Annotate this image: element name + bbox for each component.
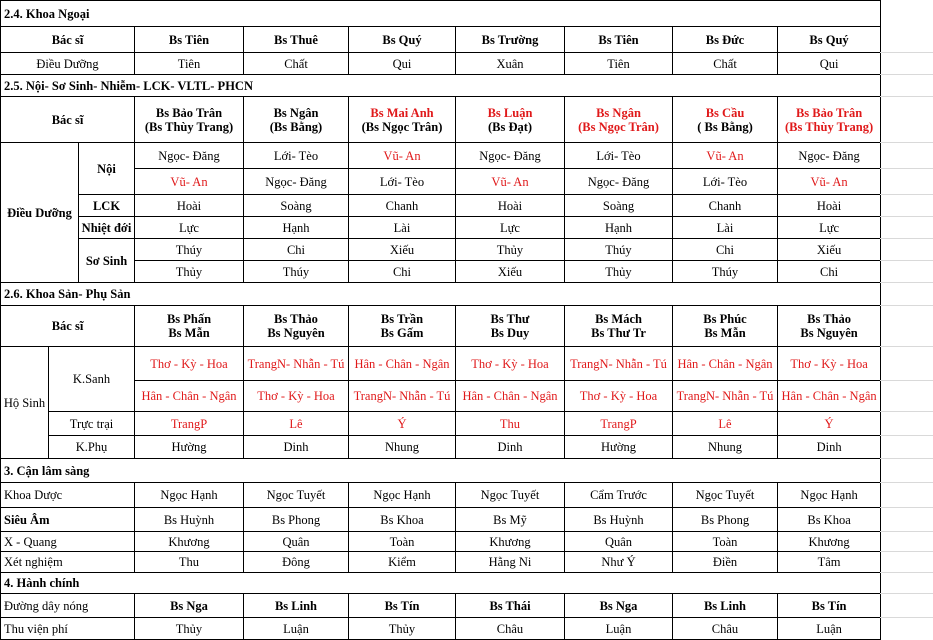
nurse-cell: Xiếu: [456, 261, 565, 283]
table-row: [1, 97, 881, 143]
doctor-name-2: Bs Thư Tr: [591, 326, 646, 340]
gridline: [880, 380, 933, 381]
gridline: [880, 305, 933, 306]
doctor-name: Bs Phúc: [703, 312, 747, 326]
doctor-name-2: Bs Nguyên: [267, 326, 325, 340]
table-row: [1, 143, 881, 169]
section-title: 3. Cận lâm sàng: [1, 459, 881, 483]
nurse-cell: Hạnh: [244, 217, 349, 239]
doctor-cell: [565, 306, 673, 347]
staff-cell: Như Ý: [565, 552, 673, 573]
staff-cell: Bs Nga: [565, 594, 673, 618]
nurse-cell: Lài: [673, 217, 778, 239]
staff-cell: Cẩm Trước: [565, 483, 673, 508]
staff-cell: Đông: [244, 552, 349, 573]
nurse-cell: Hoài: [456, 195, 565, 217]
staff-cell: Bs Nga: [135, 594, 244, 618]
midwife-cell: Hân - Chân - Ngân: [778, 381, 881, 412]
row-label: Bác sĩ: [1, 306, 135, 347]
nurse-cell: Chất: [673, 53, 778, 75]
nurse-cell: Chi: [349, 261, 456, 283]
midwife-cell: TrangP: [135, 412, 244, 436]
staff-cell: Bs Linh: [673, 594, 778, 618]
midwife-cell: Nhung: [673, 436, 778, 459]
nurse-cell: Chi: [778, 261, 881, 283]
nurse-cell: Chanh: [673, 195, 778, 217]
doctor-cell: [673, 97, 778, 143]
nurse-cell: Qui: [778, 53, 881, 75]
doctor-name: Bs Phấn: [166, 312, 212, 326]
table-row: [1, 217, 881, 239]
doctor-name: Bs Cầu: [705, 105, 745, 120]
nurse-cell: Chất: [244, 53, 349, 75]
row-sublabel: K.Phụ: [49, 436, 135, 459]
gridline: [880, 593, 933, 594]
row-sublabel: Nhiệt đới: [79, 217, 135, 239]
staff-cell: Thủy: [349, 618, 456, 640]
section-header-row: [1, 283, 881, 306]
nurse-cell: Ngọc- Đăng: [244, 169, 349, 195]
staff-cell: Khương: [778, 532, 881, 552]
doctor-name: Bs Ngân: [596, 105, 641, 120]
midwife-cell: Hường: [135, 436, 244, 459]
staff-cell: Khương: [456, 532, 565, 552]
nurse-cell: Thủy: [135, 261, 244, 283]
section-header-row: [1, 1, 881, 27]
nurse-cell: Thủy: [456, 239, 565, 261]
gridline: [880, 52, 933, 53]
row-sublabel: Nội: [79, 143, 135, 195]
row-sublabel: Sơ Sinh: [79, 239, 135, 283]
midwife-cell: TrangP: [565, 412, 673, 436]
midwife-cell: TrangN- Nhẫn - Tú: [673, 381, 778, 412]
gridline: [880, 551, 933, 552]
section-title: 2.5. Nội- Sơ Sinh- Nhiễm- LCK- VLTL- PHCN: [1, 75, 881, 97]
nurse-cell: Lới- Tèo: [673, 169, 778, 195]
staff-cell: Bs Tín: [778, 594, 881, 618]
nurse-cell: Thủy: [565, 261, 673, 283]
table-row: [1, 412, 881, 436]
nurse-cell: Ngọc- Đăng: [456, 143, 565, 169]
doctor-substitute: ( Bs Bằng): [697, 119, 753, 134]
row-label: Thu viện phí: [1, 618, 135, 640]
staff-cell: Điền: [673, 552, 778, 573]
gridline: [880, 194, 933, 195]
staff-cell: Ngọc Tuyết: [244, 483, 349, 508]
doctor-cell: Bs Thuê: [244, 27, 349, 53]
nurse-cell: Lực: [456, 217, 565, 239]
row-label: Đường dây nóng: [1, 594, 135, 618]
midwife-cell: Thu: [456, 412, 565, 436]
doctor-name: Bs Mách: [595, 312, 642, 326]
gridline: [880, 617, 933, 618]
staff-cell: Thủy: [135, 618, 244, 640]
doctor-name: Bs Trần: [380, 312, 424, 326]
staff-cell: Quân: [244, 532, 349, 552]
doctor-cell: [349, 97, 456, 143]
staff-cell: Luận: [778, 618, 881, 640]
gridline: [880, 216, 933, 217]
row-sublabel: K.Sanh: [49, 347, 135, 412]
midwife-cell: Dinh: [244, 436, 349, 459]
nurse-cell: Lới- Tèo: [565, 143, 673, 169]
midwife-cell: Hân - Chân - Ngân: [456, 381, 565, 412]
nurse-cell: Chi: [673, 239, 778, 261]
nurse-cell: Thúy: [135, 239, 244, 261]
midwife-cell: Hân - Chân - Ngân: [349, 347, 456, 381]
midwife-cell: Hường: [565, 436, 673, 459]
nurse-cell: Vũ- An: [349, 143, 456, 169]
nurse-cell: Xuân: [456, 53, 565, 75]
row-label: Hộ Sinh: [1, 347, 49, 459]
midwife-cell: Hân - Chân - Ngân: [673, 347, 778, 381]
doctor-cell: [456, 97, 565, 143]
table-row: [1, 195, 881, 217]
section-header-row: [1, 459, 881, 483]
doctor-cell: Bs Quý: [778, 27, 881, 53]
doctor-cell: [778, 97, 881, 143]
doctor-cell: [456, 306, 565, 347]
staff-cell: Luận: [244, 618, 349, 640]
nurse-cell: Thúy: [673, 261, 778, 283]
nurse-cell: Ngọc- Đăng: [565, 169, 673, 195]
row-label: Điều Dưỡng: [1, 53, 135, 75]
row-label: Khoa Dược: [1, 483, 135, 508]
doctor-name: Bs Bảo Trân: [795, 105, 863, 120]
nurse-cell: Lới- Tèo: [244, 143, 349, 169]
nurse-cell: Lài: [349, 217, 456, 239]
nurse-cell: Hạnh: [565, 217, 673, 239]
table-row: [1, 594, 881, 618]
row-sublabel: Trực trại: [49, 412, 135, 436]
doctor-name-2: Bs Mẫn: [704, 326, 746, 340]
staff-cell: Khương: [135, 532, 244, 552]
midwife-cell: TrangN- Nhẫn - Tú: [349, 381, 456, 412]
nurse-cell: Lực: [778, 217, 881, 239]
staff-cell: Thu: [135, 552, 244, 573]
gridline: [880, 282, 933, 283]
doctor-cell: Bs Tiên: [565, 27, 673, 53]
doctor-substitute: (Bs Ngọc Trân): [578, 119, 659, 134]
doctor-substitute: (Bs Thùy Trang): [144, 119, 234, 134]
midwife-cell: TrangN- Nhẫn - Tú: [565, 347, 673, 381]
doctor-name-2: Bs Nguyên: [800, 326, 858, 340]
nurse-cell: Chanh: [349, 195, 456, 217]
nurse-cell: Hoài: [778, 195, 881, 217]
staff-cell: Bs Tín: [349, 594, 456, 618]
staff-cell: Châu: [673, 618, 778, 640]
gridline: [880, 238, 933, 239]
staff-cell: Bs Phong: [673, 508, 778, 532]
gridline: [880, 411, 933, 412]
row-label: Siêu Âm: [1, 508, 135, 532]
doctor-substitute: (Bs Bằng): [269, 119, 323, 134]
gridline: [880, 260, 933, 261]
staff-cell: Luận: [565, 618, 673, 640]
table-row: [1, 618, 881, 640]
staff-cell: Ngọc Hạnh: [778, 483, 881, 508]
staff-cell: Bs Huỳnh: [565, 508, 673, 532]
midwife-cell: Thơ - Kỳ - Hoa: [135, 347, 244, 381]
staff-cell: Bs Huỳnh: [135, 508, 244, 532]
nurse-cell: Vũ- An: [673, 143, 778, 169]
row-label: Bác sĩ: [1, 27, 135, 53]
nurse-cell: Ngọc- Đăng: [778, 143, 881, 169]
gridline: [880, 346, 933, 347]
midwife-cell: Lê: [244, 412, 349, 436]
section-title: 2.4. Khoa Ngoại: [1, 1, 881, 27]
section-title: 2.6. Khoa Sản- Phụ Sản: [1, 283, 881, 306]
staff-cell: Bs Linh: [244, 594, 349, 618]
nurse-cell: Soàng: [565, 195, 673, 217]
doctor-cell: [565, 97, 673, 143]
staff-cell: Ngọc Hạnh: [135, 483, 244, 508]
midwife-cell: Hân - Chân - Ngân: [135, 381, 244, 412]
staff-cell: Quân: [565, 532, 673, 552]
gridline: [880, 482, 933, 483]
staff-cell: Ngọc Hạnh: [349, 483, 456, 508]
nurse-cell: Vũ- An: [778, 169, 881, 195]
table-row: [1, 306, 881, 347]
staff-cell: Hằng Ni: [456, 552, 565, 573]
staff-cell: Toàn: [673, 532, 778, 552]
doctor-cell: [778, 306, 881, 347]
staff-cell: Ngọc Tuyết: [673, 483, 778, 508]
doctor-cell: Bs Quý: [349, 27, 456, 53]
doctor-cell: [244, 306, 349, 347]
midwife-cell: Ý: [778, 412, 881, 436]
nurse-cell: Chi: [244, 239, 349, 261]
nurse-cell: Thúy: [244, 261, 349, 283]
nurse-cell: Vũ- An: [135, 169, 244, 195]
nurse-cell: Xiếu: [349, 239, 456, 261]
doctor-substitute: (Bs Thùy Trang): [784, 119, 874, 134]
doctor-cell: [349, 306, 456, 347]
doctor-name: Bs Mai Anh: [370, 105, 434, 120]
doctor-cell: [135, 97, 244, 143]
doctor-cell: Bs Đức: [673, 27, 778, 53]
staff-cell: Châu: [456, 618, 565, 640]
doctor-substitute: (Bs Ngọc Trân): [361, 119, 443, 134]
midwife-cell: Thơ - Kỳ - Hoa: [565, 381, 673, 412]
table-row: [1, 27, 881, 53]
row-label: Điều Dưỡng: [1, 143, 79, 283]
doctor-name: Bs Luận: [487, 105, 533, 120]
section-header-row: [1, 573, 881, 594]
midwife-cell: TrangN- Nhẫn - Tú: [244, 347, 349, 381]
doctor-name: Bs Thảo: [274, 312, 318, 326]
row-sublabel: LCK: [79, 195, 135, 217]
gridline: [880, 458, 933, 459]
staff-cell: Tâm: [778, 552, 881, 573]
staff-cell: Toàn: [349, 532, 456, 552]
gridline: [880, 572, 933, 573]
midwife-cell: Thơ - Kỳ - Hoa: [244, 381, 349, 412]
gridline: [880, 531, 933, 532]
nurse-cell: Vũ- An: [456, 169, 565, 195]
midwife-cell: Thơ - Kỳ - Hoa: [456, 347, 565, 381]
doctor-name-2: Bs Duy: [490, 326, 530, 340]
row-label: X - Quang: [1, 532, 135, 552]
row-label: Bác sĩ: [1, 97, 135, 143]
doctor-name: Bs Thư: [490, 312, 530, 326]
table-row: [1, 347, 881, 381]
nurse-cell: Hoài: [135, 195, 244, 217]
doctor-name-2: Bs Mẫn: [168, 326, 210, 340]
table-row: [1, 53, 881, 75]
table-row: [1, 483, 881, 508]
midwife-cell: Thơ - Kỳ - Hoa: [778, 347, 881, 381]
table-row: [1, 552, 881, 573]
staff-cell: Bs Thái: [456, 594, 565, 618]
doctor-substitute: (Bs Đạt): [487, 119, 533, 134]
staff-cell: Bs Mỹ: [456, 508, 565, 532]
doctor-cell: [244, 97, 349, 143]
row-label: Xét nghiệm: [1, 552, 135, 573]
nurse-cell: Qui: [349, 53, 456, 75]
gridline: [880, 74, 933, 75]
midwife-cell: Dinh: [778, 436, 881, 459]
nurse-cell: Lực: [135, 217, 244, 239]
nurse-cell: Lới- Tèo: [349, 169, 456, 195]
staff-cell: Bs Khoa: [778, 508, 881, 532]
doctor-name: Bs Bảo Trân: [155, 105, 223, 120]
section-title: 4. Hành chính: [1, 573, 881, 594]
gridline: [880, 168, 933, 169]
nurse-cell: Ngọc- Đăng: [135, 143, 244, 169]
table-row: [1, 239, 881, 261]
midwife-cell: Nhung: [349, 436, 456, 459]
section-header-row: [1, 75, 881, 97]
gridline: [880, 435, 933, 436]
table-row: [1, 508, 881, 532]
doctor-cell: Bs Trường: [456, 27, 565, 53]
doctor-cell: Bs Tiên: [135, 27, 244, 53]
midwife-cell: Dinh: [456, 436, 565, 459]
table-row: [1, 436, 881, 459]
table-row: [1, 532, 881, 552]
staff-cell: Bs Phong: [244, 508, 349, 532]
doctor-cell: [135, 306, 244, 347]
nurse-cell: Tiên: [565, 53, 673, 75]
gridline: [880, 96, 933, 97]
nurse-cell: Thúy: [565, 239, 673, 261]
doctor-name: Bs Ngân: [273, 105, 319, 120]
doctor-name-2: Bs Gấm: [380, 326, 424, 340]
nurse-cell: Soàng: [244, 195, 349, 217]
staff-cell: Bs Khoa: [349, 508, 456, 532]
gridline: [880, 507, 933, 508]
midwife-cell: Lê: [673, 412, 778, 436]
staff-cell: Kiểm: [349, 552, 456, 573]
nurse-cell: Xiếu: [778, 239, 881, 261]
doctor-name: Bs Thảo: [807, 312, 851, 326]
staff-cell: Ngọc Tuyết: [456, 483, 565, 508]
gridline: [880, 142, 933, 143]
nurse-cell: Tiên: [135, 53, 244, 75]
midwife-cell: Ý: [349, 412, 456, 436]
doctor-cell: [673, 306, 778, 347]
